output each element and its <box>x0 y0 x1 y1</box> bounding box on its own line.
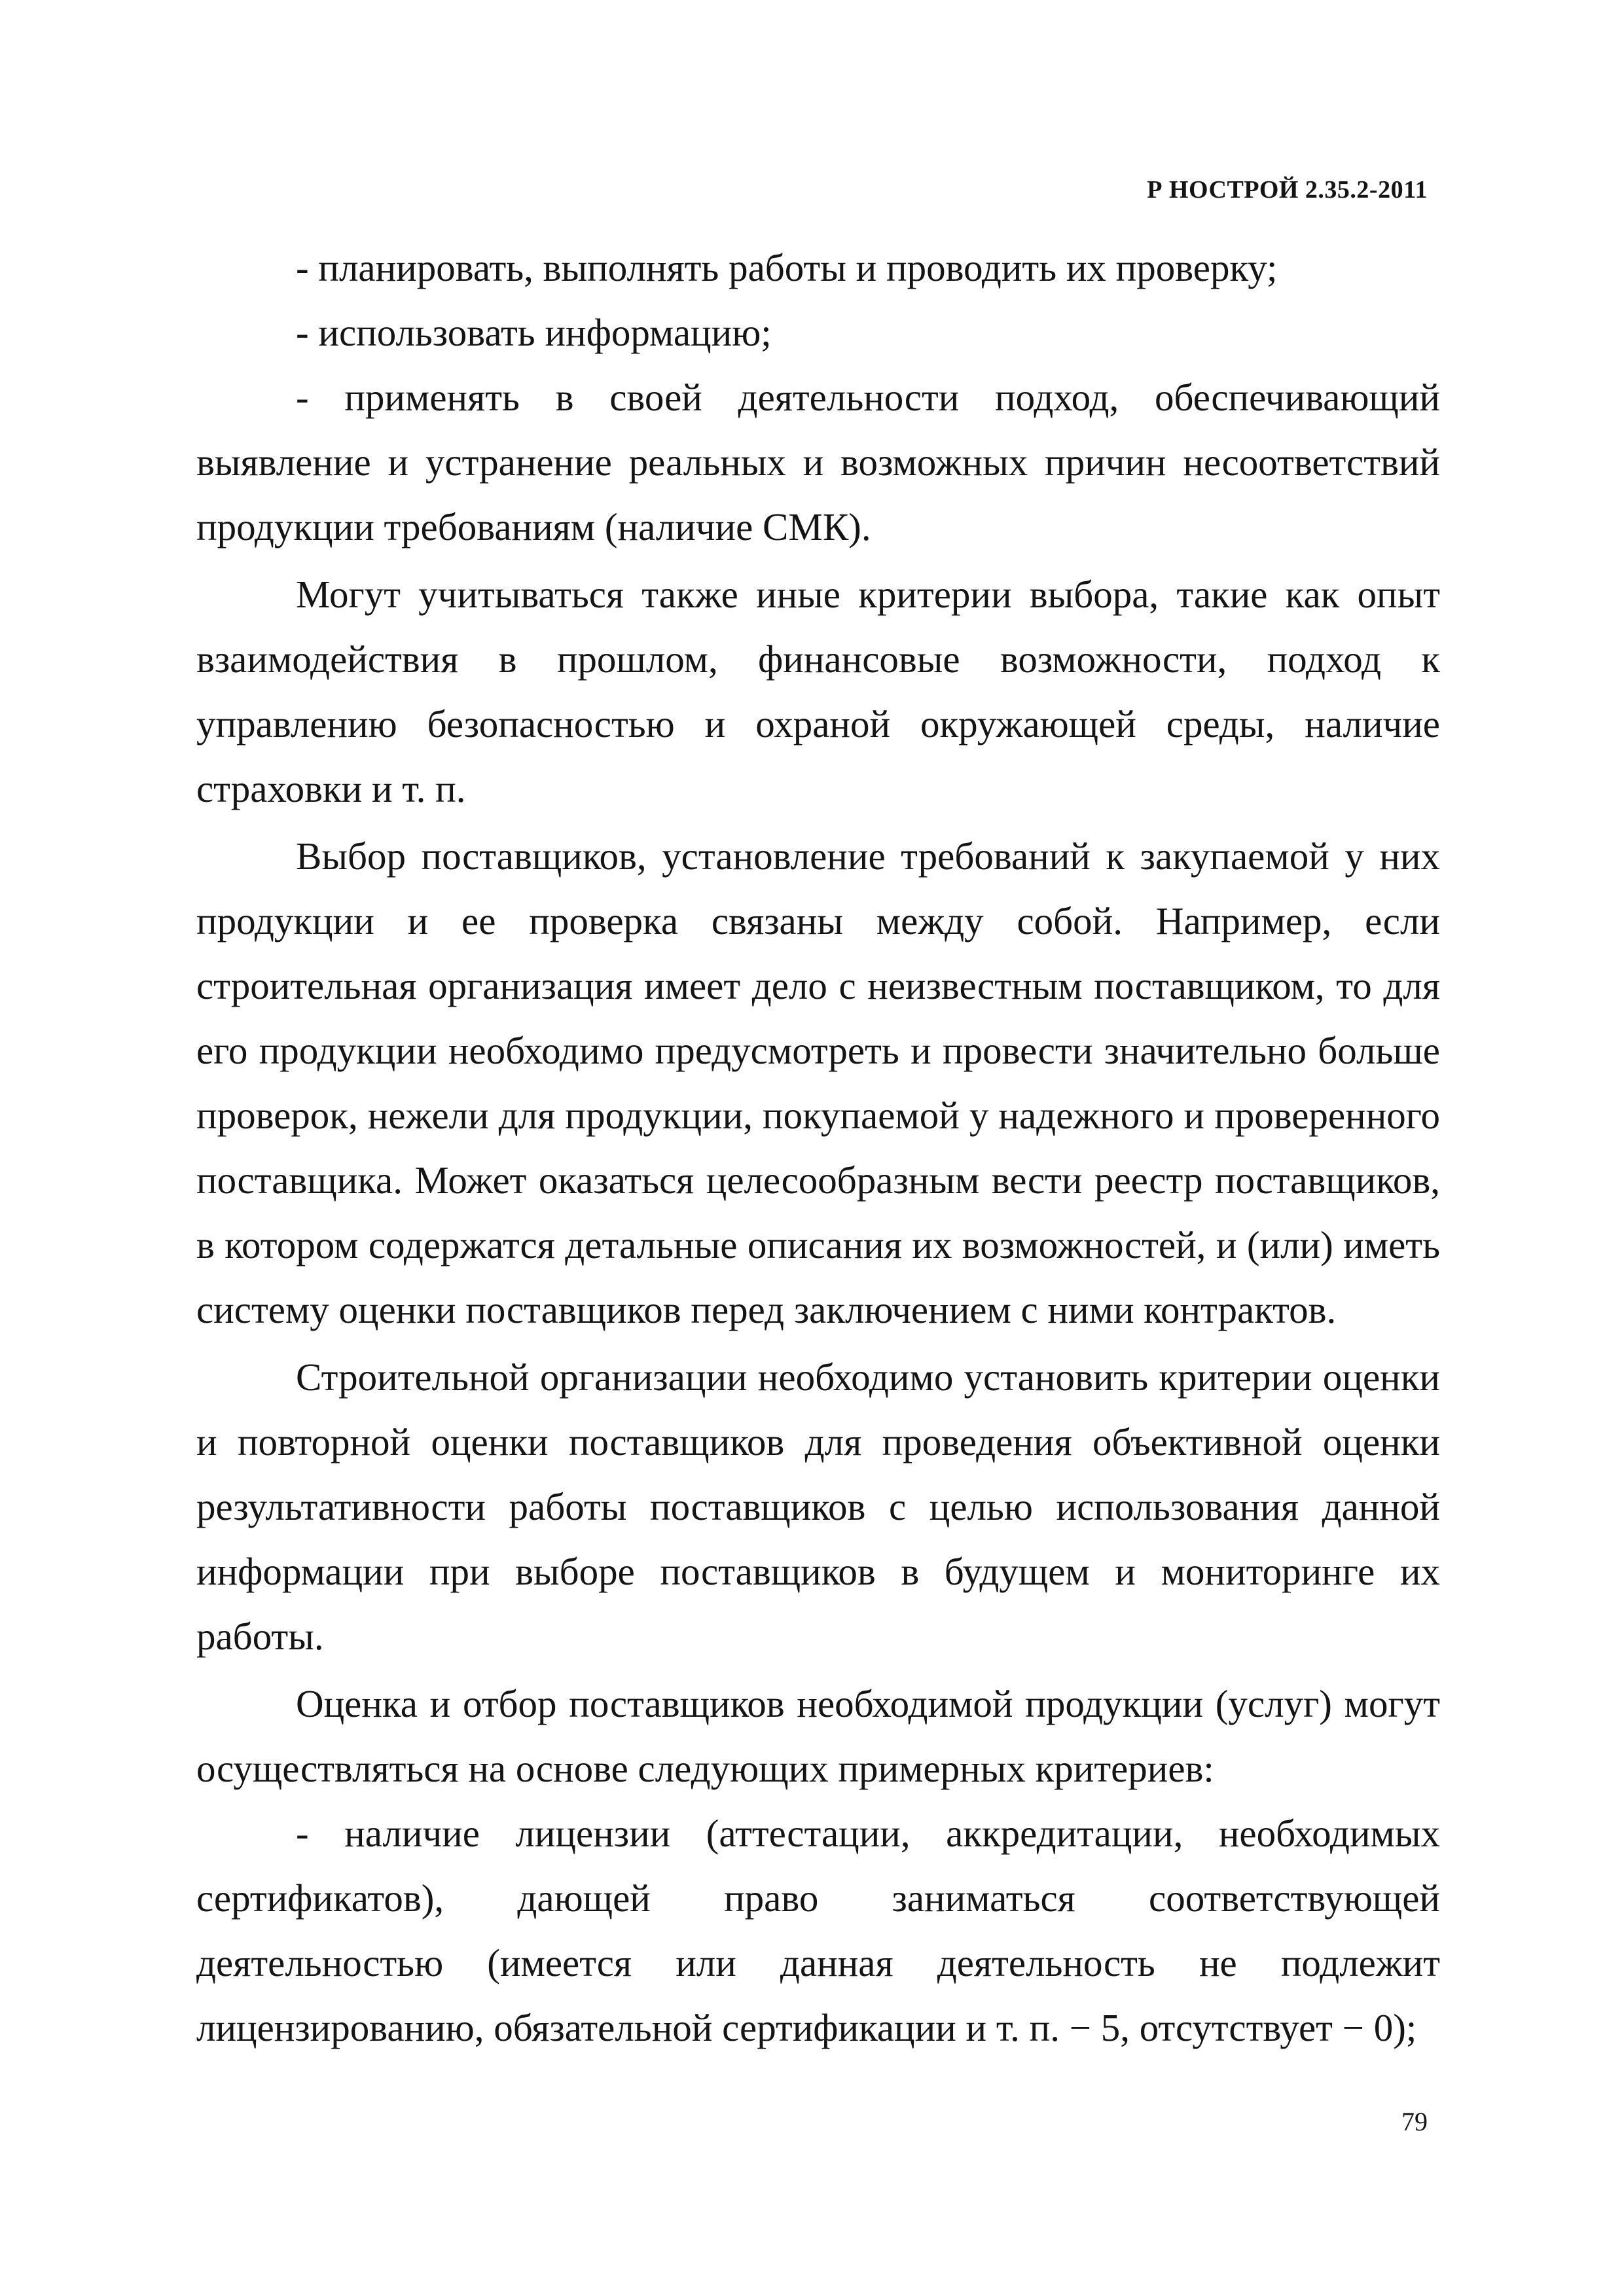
list-item-license: - наличие лицензии (аттестации, аккредитации, необходимых сертификатов), дающей право заниматься соответствующей деятельностью (имеется или данная деятельность не подлежит лицензированию, обязательной сертификации и т. п. − 5, отсутствует − 0); <box>196 1812 1440 2049</box>
page-number: 79 <box>1401 2107 1428 2136</box>
list-item-plan-work: - планировать, выполнять работы и проводить их проверку; <box>296 246 1278 289</box>
paragraph-other-criteria: Могут учитываться также иные критерии выбора, такие как опыт взаимодействия в прошлом, финансовые возможности, подход к управлению безопасностью и охраной окружающей среды, наличие страховки и т. п. <box>196 573 1440 810</box>
page-body <box>196 236 1440 2060</box>
paragraph-assessment-basis: Оценка и отбор поставщиков необходимой продукции (услуг) могут осуществляться на основе следующих примерных критериев: <box>196 1682 1440 1790</box>
paragraph-evaluation-criteria: Строительной организации необходимо установить критерии оценки и повторной оценки поставщиков для проведения объективной оценки результативности работы поставщиков с целью использования данной информации при выборе поставщиков в будущем и мониторинге их работы. <box>196 1355 1440 1658</box>
paragraph-supplier-selection: Выбор поставщиков, установление требований к закупаемой у них продукции и ее проверка связаны между собой. Например, если строительная организация имеет дело с неизвестным поставщиком, то для его продукции необходимо предусмотреть и провести значительно больше проверок, нежели для продукции, покупаемой у надежного и проверенного поставщика. Может оказаться целесообразным вести реестр поставщиков, в котором содержатся детальные описания их возможностей, и (или) иметь систему оценки поставщиков перед заключением с ними контрактов. <box>196 834 1440 1331</box>
document-code-header: Р НОСТРОЙ 2.35.2-2011 <box>1147 176 1428 204</box>
list-item-apply-approach: - применять в своей деятельности подход, обеспечивающий выявление и устранение реальных и возможных причин несоответствий продукции требованиям (наличие СМК). <box>196 376 1440 548</box>
list-item-use-information: - использовать информацию; <box>296 311 772 354</box>
